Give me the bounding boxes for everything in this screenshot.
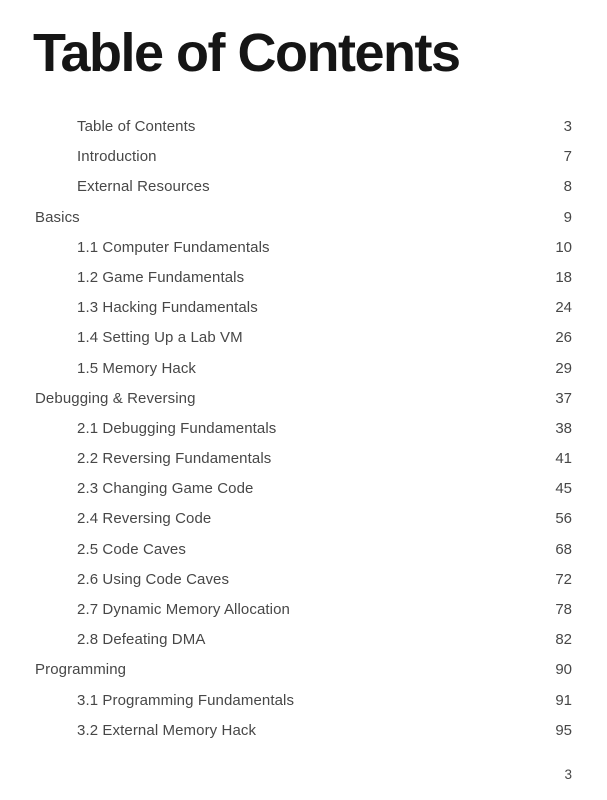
toc-entry-label: Introduction [77,148,157,166]
toc-entry[interactable] [35,510,572,540]
footer-page-number: 3 [564,767,572,782]
toc-entry-label: 3.2 External Memory Hack [77,721,257,739]
toc-entry-label: Debugging & Reversing [35,389,196,407]
toc-entry-page-number: 82 [555,631,572,649]
toc-entry[interactable] [35,480,572,510]
toc-entry-page-number: 29 [555,359,572,377]
toc-entry[interactable] [35,118,572,148]
toc-entry-page-number: 9 [563,208,572,226]
toc-entry[interactable] [35,299,572,329]
toc-entry-page-number: 41 [555,450,572,468]
toc-entry-label: External Resources [77,178,210,196]
toc-entry-label: 2.3 Changing Game Code [77,480,254,498]
toc-entry-label: 2.5 Code Caves [77,540,186,558]
toc-entry-page-number: 3 [563,118,572,135]
toc-entry-label: 2.8 Defeating DMA [77,631,206,649]
toc-entry-page-number: 95 [555,721,572,739]
toc-entry-label: 1.3 Hacking Fundamentals [77,299,258,317]
toc-entry-page-number: 18 [555,268,572,286]
toc-entry[interactable] [35,178,572,208]
toc-entry-page-number: 56 [555,510,572,528]
toc-entry-label: 2.7 Dynamic Memory Allocation [77,601,290,618]
toc-entry-page-number: 24 [555,299,572,317]
toc-entry[interactable] [35,450,572,480]
toc-entry[interactable] [35,360,572,390]
toc-entry[interactable] [35,692,572,722]
toc-entry[interactable] [35,390,572,420]
toc-entry-label: 2.2 Reversing Fundamentals [77,450,272,468]
toc-entry-page-number: 37 [555,389,572,407]
toc-list [35,118,572,752]
toc-entry[interactable] [35,239,572,269]
toc-entry-page-number: 38 [555,419,572,437]
toc-entry-label: 2.1 Debugging Fundamentals [77,419,277,437]
toc-entry-label: 1.5 Memory Hack [77,359,197,377]
toc-entry[interactable] [35,661,572,691]
toc-entry-page-number: 72 [555,570,572,588]
toc-entry[interactable] [35,148,572,178]
toc-entry-label: Basics [35,208,80,226]
toc-entry[interactable] [35,631,572,661]
toc-entry-page-number: 45 [555,480,572,498]
toc-entry-label: 1.2 Game Fundamentals [77,268,245,286]
toc-entry-label: 2.6 Using Code Caves [77,570,230,588]
toc-entry-label: 3.1 Programming Fundamentals [77,691,295,709]
toc-entry-label: Table of Contents [77,118,196,135]
toc-entry[interactable] [35,420,572,450]
toc-entry-page-number: 91 [555,691,572,709]
toc-entry-label: 1.4 Setting Up a Lab VM [77,329,243,347]
toc-entry-label: 2.4 Reversing Code [77,510,212,528]
toc-entry-page-number: 78 [555,601,572,618]
toc-entry-page-number: 68 [555,540,572,558]
toc-entry[interactable] [35,601,572,631]
toc-entry-page-number: 10 [555,238,572,256]
toc-entry[interactable] [35,329,572,359]
toc-entry-page-number: 26 [555,329,572,347]
toc-entry-page-number: 7 [563,148,572,166]
toc-entry-label: Programming [35,661,127,679]
toc-entry-page-number: 90 [555,661,572,679]
toc-entry-page-number: 8 [563,178,572,196]
toc-entry[interactable] [35,269,572,299]
toc-entry[interactable] [35,541,572,571]
toc-entry[interactable] [35,209,572,239]
page-title: Table of Contents [33,23,460,83]
toc-entry[interactable] [35,571,572,601]
toc-entry[interactable] [35,722,572,752]
toc-entry-label: 1.1 Computer Fundamentals [77,238,270,256]
